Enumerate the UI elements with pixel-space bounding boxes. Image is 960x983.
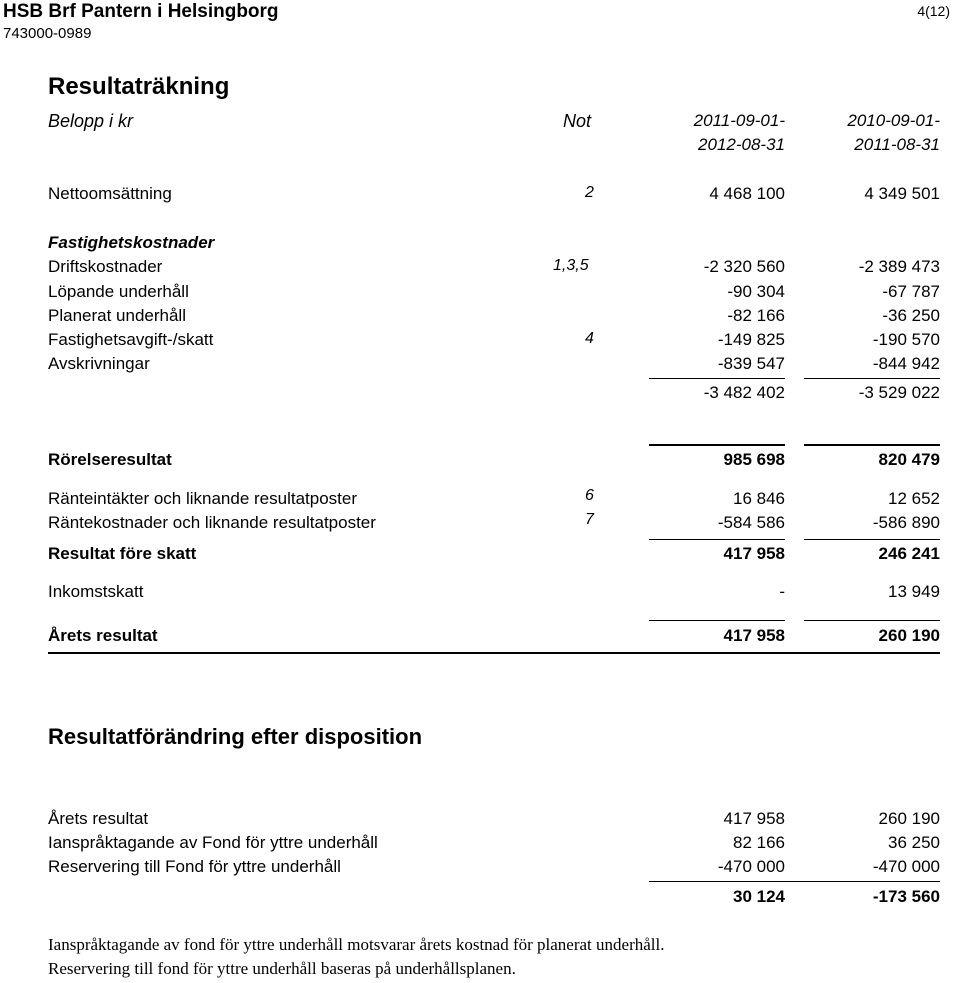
current-period-header-start: 2011-09-01-	[693, 111, 785, 130]
previous-period-header-end: 2011-08-31	[854, 135, 940, 154]
row-note-property-tax: 4	[585, 330, 594, 347]
disp-current-year-result: 417 958	[723, 809, 785, 828]
row-current-depreciation: -839 547	[717, 354, 785, 373]
disp-label-year-result: Årets resultat	[48, 809, 149, 828]
previous-period-header-start: 2010-09-01-	[847, 111, 940, 130]
row-current-result-before-tax: 417 958	[723, 544, 785, 563]
row-note-net-sales: 2	[585, 184, 594, 201]
row-previous-planned-maintenance: -36 250	[882, 306, 940, 325]
page-number: 4(12)	[917, 3, 950, 19]
income-statement-title: Resultaträkning	[48, 73, 230, 100]
row-label-operating-costs: Driftskostnader	[48, 257, 163, 276]
row-previous-year-result: 260 190	[878, 626, 940, 645]
row-label-interest-income: Ränteintäkter och liknande resultatposter	[48, 489, 358, 508]
organization-name: HSB Brf Pantern i Helsingborg	[3, 1, 279, 22]
disp-current-fund-reserve: -470 000	[717, 857, 785, 876]
row-label-depreciation: Avskrivningar	[48, 354, 150, 373]
note-column-header: Not	[563, 111, 592, 131]
row-previous-operating-costs: -2 389 473	[858, 257, 940, 276]
row-current-net-sales: 4 468 100	[709, 184, 785, 203]
row-note-interest-income: 6	[585, 487, 594, 504]
row-current-planned-maintenance: -82 166	[727, 306, 785, 325]
row-note-interest-expense: 7	[585, 511, 594, 528]
row-previous-interest-expense: -586 890	[872, 513, 940, 532]
footnote-fund-reserve: Reservering till fond för yttre underhåll baseras på underhållsplanen.	[48, 959, 516, 978]
year-result-rule-previous	[804, 620, 940, 621]
row-previous-operating-result: 820 479	[878, 450, 940, 469]
disp-label-fund-use: Ianspråktagande av Fond för yttre underhåll	[48, 833, 378, 852]
disposition-total-previous: -173 560	[872, 887, 940, 906]
subtotal-rule-current	[649, 378, 785, 379]
row-previous-result-before-tax: 246 241	[878, 544, 940, 563]
row-current-operating-costs: -2 320 560	[703, 257, 785, 276]
row-previous-income-tax: 13 949	[888, 582, 940, 601]
section-heading-property-costs: Fastighetskostnader	[48, 233, 215, 252]
disposition-total-current: 30 124	[733, 887, 785, 906]
disposition-title: Resultatförändring efter disposition	[48, 724, 423, 749]
row-previous-ongoing-maintenance: -67 787	[882, 282, 940, 301]
property-costs-subtotal-previous: -3 529 022	[858, 383, 940, 402]
footnote-fund-use: Ianspråktagande av fond för yttre underhåll motsvarar årets kostnad för planerat underhåll.	[48, 935, 665, 954]
row-label-ongoing-maintenance: Löpande underhåll	[48, 282, 189, 301]
disposition-total-rule	[649, 881, 940, 882]
row-label-interest-expense: Räntekostnader och liknande resultatposter	[48, 513, 376, 532]
row-note-operating-costs: 1,3,5	[553, 257, 589, 274]
amount-column-header: Belopp i kr	[48, 111, 134, 131]
row-previous-net-sales: 4 349 501	[864, 184, 940, 203]
row-previous-property-tax: -190 570	[872, 330, 940, 349]
row-label-planned-maintenance: Planerat underhåll	[48, 306, 186, 325]
row-current-interest-income: 16 846	[733, 489, 785, 508]
disp-label-fund-reserve: Reservering till Fond för yttre underhåll	[48, 857, 341, 876]
row-current-property-tax: -149 825	[717, 330, 785, 349]
disp-previous-year-result: 260 190	[878, 809, 940, 828]
organization-number: 743000-0989	[3, 25, 92, 42]
property-costs-subtotal-current: -3 482 402	[703, 383, 785, 402]
year-result-bottom-rule	[48, 652, 940, 654]
disp-current-fund-use: 82 166	[733, 833, 785, 852]
row-current-ongoing-maintenance: -90 304	[727, 282, 785, 301]
row-label-year-result: Årets resultat	[48, 626, 158, 645]
year-result-rule-current	[649, 620, 785, 621]
row-current-interest-expense: -584 586	[717, 513, 785, 532]
row-current-year-result: 417 958	[723, 626, 785, 645]
row-label-operating-result: Rörelseresultat	[48, 450, 172, 469]
operating-result-rule-current	[649, 444, 785, 446]
disp-previous-fund-reserve: -470 000	[872, 857, 940, 876]
row-label-net-sales: Nettoomsättning	[48, 184, 172, 203]
row-label-result-before-tax: Resultat före skatt	[48, 544, 197, 563]
row-current-income-tax: -	[779, 582, 785, 601]
current-period-header-end: 2012-08-31	[698, 135, 785, 154]
operating-result-rule-previous	[804, 444, 940, 446]
pretax-rule-current	[649, 539, 785, 540]
row-label-income-tax: Inkomstskatt	[48, 582, 144, 601]
subtotal-rule-previous	[804, 378, 940, 379]
disp-previous-fund-use: 36 250	[888, 833, 940, 852]
pretax-rule-previous	[804, 539, 940, 540]
row-previous-interest-income: 12 652	[888, 489, 940, 508]
row-previous-depreciation: -844 942	[872, 354, 940, 373]
row-current-operating-result: 985 698	[723, 450, 785, 469]
row-label-property-tax: Fastighetsavgift-/skatt	[48, 330, 214, 349]
